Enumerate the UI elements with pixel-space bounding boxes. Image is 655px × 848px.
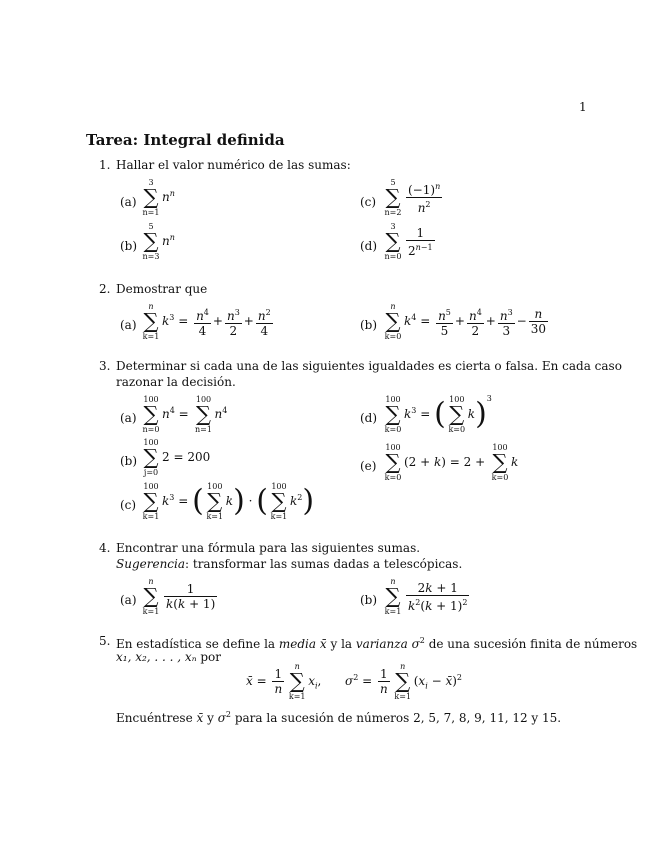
p5-line2-post: por: [196, 650, 222, 664]
p5-variance-formula: $\sigma^2$ = $\frac{1}{n}$ n ∑ k=1 ($x_i$ − x̄)$^2$: [345, 662, 462, 701]
page-number: 1: [579, 100, 587, 114]
p3-a-label: (a): [120, 411, 137, 425]
hint-text: : transformar las sumas dadas a telescópicas.: [185, 557, 463, 571]
p1-b-label: (b): [120, 239, 138, 253]
problem-3-text-line1: Determinar si cada una de las siguientes igualdades es cierta o falsa. En cada caso: [116, 359, 622, 373]
hint-label: Sugerencia: [116, 557, 186, 571]
p5-vars: x₁, x₂, . . . , xₙ: [116, 650, 197, 664]
problem-2-number: 2.: [99, 282, 111, 296]
p1-d-label: (d): [360, 239, 378, 253]
p2-a-label: (a): [120, 318, 137, 332]
p2-b-formula: n ∑ k=0 $k^4$ = $\frac{n^5}{5}$ + $\frac{n^4}{2}$ + $\frac{n^3}{3}$ − $\frac{n}{30}$: [384, 302, 547, 341]
problem-5-final: Encuéntrese x̄ y $\sigma^2$ para la sucesión de números 2, 5, 7, 8, 9, 11, 12 y 15.: [116, 710, 562, 725]
p5-final-pre: Encuéntrese: [116, 711, 197, 725]
problem-3-number: 3.: [99, 359, 111, 373]
p4-a-formula: n ∑ k=1 $\frac{1}{k(k + 1)}$: [142, 577, 216, 616]
p5-media: media: [278, 637, 317, 651]
p4-b-formula: n ∑ k=1 $\frac{2k + 1}{k^2(k + 1)^2}$: [384, 577, 468, 616]
page-title: Tarea: Integral definida: [86, 131, 285, 149]
p1-c-label: (c): [360, 195, 377, 209]
problem-4-text: Encontrar una fórmula para las siguientes sumas.: [116, 541, 421, 555]
p1-a-label: (a): [120, 195, 137, 209]
p1-d-formula: 3 ∑ n=0 $\frac{1}{2^{n-1}}$: [384, 222, 433, 261]
problem-4-number: 4.: [99, 541, 111, 555]
p5-varianza: varianza: [355, 637, 408, 651]
p3-e-formula: 100 ∑ k=0 (2 + k) = 2 + 100 ∑ k=0 k: [384, 443, 519, 482]
p5-text-mid: y la: [326, 637, 356, 651]
p3-e-label: (e): [360, 459, 377, 473]
p5-text-pre: En estadística se define la: [116, 637, 279, 651]
p5-text-post: de una sucesión finita de números: [424, 637, 638, 651]
p1-b-formula: 5 ∑ n=3 $n^n$: [142, 222, 175, 261]
p3-d-label: (d): [360, 411, 378, 425]
problem-2-text: Demostrar que: [116, 282, 208, 296]
p2-a-formula: n ∑ k=1 $k^3$ = $\frac{n^4}{4}$ + $\frac{n^3}{2}$ + $\frac{n^2}{4}$: [142, 302, 271, 341]
p5-final-mid: y: [203, 711, 218, 725]
problem-5-text-line1: En estadística se define la media x̄ y la varianza $\sigma^2$ de una sucesión finita de números: [116, 636, 638, 651]
p3-c-formula: 100 ∑ k=1 $k^3$ = ( 100 ∑ k=1 k) · ( 100 ∑ k=1 $k^2$): [142, 482, 315, 521]
p4-a-label: (a): [120, 593, 137, 607]
p5-final-post: para la sucesión de números 2, 5, 7, 8, 9, 11, 12 y 15.: [231, 711, 562, 725]
p3-d-formula: 100 ∑ k=0 $k^3$ = ( 100 ∑ k=0 k)$^3$: [384, 394, 492, 434]
p1-a-formula: 3 ∑ n=1 $n^n$: [142, 178, 175, 217]
problem-5-text-line2: [116, 649, 221, 665]
p5-mean-formula: x̄ = $\frac{1}{n}$ n ∑ k=1 $x_i$,: [246, 662, 322, 701]
p3-c-label: (c): [120, 498, 137, 512]
problem-3-text-line2: razonar la decisión.: [116, 375, 236, 389]
p3-b-formula: 100 ∑ j=0 2 = 200: [143, 438, 211, 477]
p1-c-formula: 5 ∑ n=2 $\frac{(-1)^n}{n^2}$: [384, 178, 441, 217]
problem-4-hint: [116, 556, 462, 572]
problem-5-number: 5.: [99, 634, 111, 648]
p4-b-label: (b): [360, 593, 378, 607]
p3-b-label: (b): [120, 454, 138, 468]
problem-1-number: 1.: [99, 158, 111, 172]
p2-b-label: (b): [360, 318, 378, 332]
problem-1-text: Hallar el valor numérico de las sumas:: [116, 158, 351, 172]
p3-a-formula: 100 ∑ n=0 $n^4$ = 100 ∑ n=1 $n^4$: [142, 395, 228, 434]
